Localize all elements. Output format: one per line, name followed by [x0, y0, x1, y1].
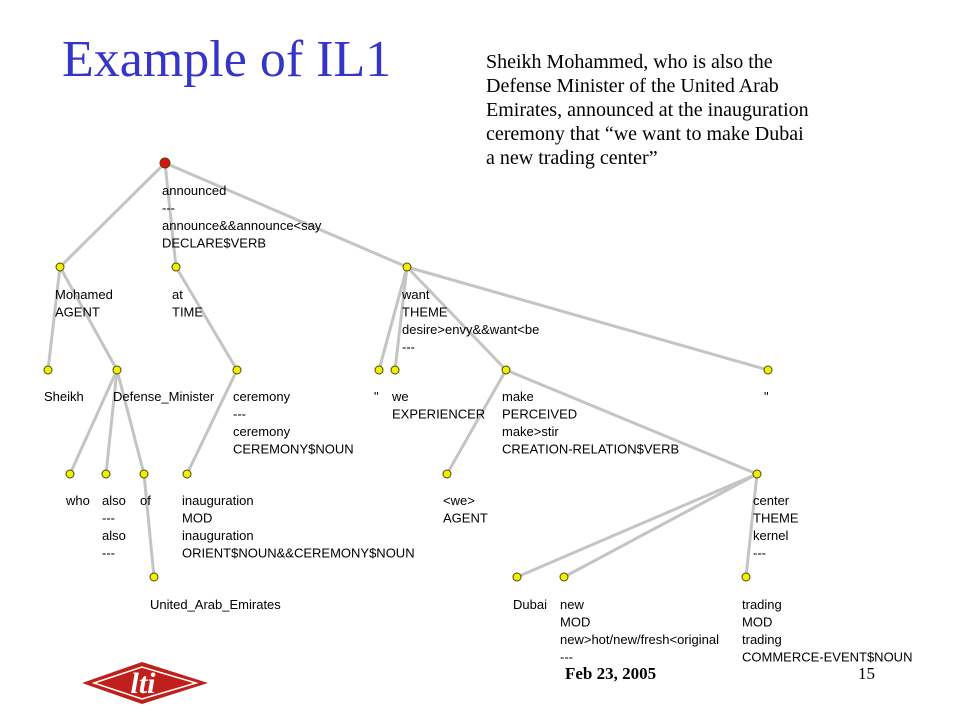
- node-label: [560, 597, 719, 665]
- node-dot[interactable]: [113, 366, 121, 374]
- example-sentence-line: Emirates, announced at the inauguration: [486, 99, 809, 121]
- node-dot[interactable]: [375, 366, 383, 374]
- node-dot[interactable]: [66, 470, 74, 478]
- node-label-line: inauguration: [182, 493, 254, 508]
- node-label-line: AGENT: [443, 510, 488, 526]
- node-dot[interactable]: [150, 573, 158, 581]
- node-label-line: who: [66, 493, 90, 508]
- node-label-line: of: [140, 493, 151, 508]
- tree-node-we-agent[interactable]: [443, 470, 488, 526]
- node-dot[interactable]: [233, 366, 241, 374]
- node-label-line: MOD: [560, 614, 591, 630]
- node-label-line: ---: [162, 200, 175, 216]
- node-dot[interactable]: [753, 470, 761, 478]
- node-label-line: make: [502, 389, 534, 404]
- node-label-line: Sheikh: [44, 389, 84, 404]
- node-label: [65, 493, 90, 508]
- node-label: [140, 493, 151, 508]
- tree-node-sheikh[interactable]: [44, 366, 84, 404]
- tree-edge: [117, 370, 144, 474]
- node-label-line: ceremony: [233, 424, 291, 439]
- node-label: [150, 597, 281, 612]
- node-label-line: announce&&announce<say: [162, 218, 322, 233]
- tree-edge: [506, 370, 757, 474]
- slide-title: Example of IL1: [62, 31, 392, 88]
- node-label-line: Mohamed: [55, 287, 113, 302]
- example-sentence-line: Defense Minister of the United Arab: [486, 75, 779, 97]
- node-dot[interactable]: [502, 366, 510, 374]
- tree-node-defense-minister[interactable]: [113, 366, 215, 404]
- node-label-line: THEME: [753, 510, 799, 526]
- node-label: [102, 493, 126, 561]
- node-label-line: at: [172, 287, 183, 302]
- node-label-line: ORIENT$NOUN&&CEREMONY$NOUN: [182, 545, 415, 561]
- node-label-line: ---: [233, 406, 246, 422]
- node-label: [233, 389, 354, 457]
- node-label: [742, 597, 912, 665]
- tree-edge: [564, 474, 757, 577]
- node-label-line: MOD: [182, 510, 213, 526]
- node-label-line: ---: [102, 510, 115, 526]
- tree-node-quote-close[interactable]: [764, 366, 772, 404]
- node-dot[interactable]: [102, 470, 110, 478]
- node-dot[interactable]: [513, 573, 521, 581]
- node-label-line: Dubai: [513, 597, 547, 612]
- node-label-line: PERCEIVED: [502, 406, 578, 422]
- node-label-line: trading: [742, 597, 782, 612]
- node-label-line: new>hot/new/fresh<original: [560, 632, 719, 647]
- node-dot[interactable]: [403, 263, 411, 271]
- tree-edge: [60, 163, 165, 267]
- node-dot[interactable]: [391, 366, 399, 374]
- example-sentence-line: ceremony that “we want to make Dubai: [486, 123, 804, 145]
- tree-node-also[interactable]: [102, 470, 126, 561]
- tree-node-ceremony[interactable]: [233, 366, 354, 457]
- node-label-line: kernel: [753, 528, 789, 543]
- node-label-line: ceremony: [233, 389, 291, 404]
- root-node-dot[interactable]: [160, 158, 170, 168]
- tree-node-new[interactable]: [560, 573, 719, 665]
- node-label: [391, 389, 485, 422]
- footer-date: Feb 23, 2005: [565, 664, 657, 683]
- node-label-line: MOD: [742, 614, 773, 630]
- node-label-line: ---: [102, 545, 115, 561]
- node-label: [182, 493, 415, 561]
- tree-node-we[interactable]: [391, 366, 485, 422]
- node-dot[interactable]: [44, 366, 52, 374]
- node-dot[interactable]: [443, 470, 451, 478]
- node-label-line: DECLARE$VERB: [162, 235, 267, 251]
- tree-node-center[interactable]: [753, 470, 799, 561]
- node-label-line: center: [753, 493, 790, 508]
- node-label: [764, 389, 769, 404]
- node-label-line: make>stir: [502, 424, 559, 439]
- node-label-line: announced: [162, 183, 227, 198]
- page-number: 15: [858, 664, 875, 683]
- node-label-line: <we>: [443, 493, 475, 508]
- tree-node-quote-open[interactable]: [374, 366, 383, 404]
- logo-text: lti: [130, 667, 156, 700]
- node-label-line: THEME: [402, 304, 448, 320]
- node-label-line: new: [560, 597, 584, 612]
- node-label-line: inauguration: [182, 528, 254, 543]
- node-label: [113, 389, 215, 404]
- tree-node-dubai[interactable]: [513, 573, 547, 612]
- node-label: [753, 493, 799, 561]
- node-label-line: trading: [742, 632, 782, 647]
- node-label: [401, 287, 539, 355]
- tree-node-trading[interactable]: [742, 573, 912, 665]
- tree-edge: [187, 370, 237, 474]
- node-dot[interactable]: [742, 573, 750, 581]
- node-label-line: also: [102, 528, 126, 543]
- example-sentence-line: Sheikh Mohammed, who is also the: [486, 51, 773, 73]
- tree-edge: [517, 474, 757, 577]
- node-label-line: EXPERIENCER: [392, 406, 486, 422]
- node-label-line: COMMERCE-EVENT$NOUN: [742, 649, 913, 665]
- node-label-line: desire>envy&&want<be: [402, 322, 540, 337]
- node-label-line: ---: [560, 649, 573, 665]
- node-label-line: CEREMONY$NOUN: [233, 441, 354, 457]
- tree-edge: [165, 163, 407, 267]
- tree-edge: [144, 474, 154, 577]
- node-label-line: AGENT: [55, 304, 100, 320]
- node-label-line: ": [764, 389, 769, 404]
- lti-logo: [80, 660, 210, 706]
- node-label: [502, 389, 679, 457]
- tree-node-want[interactable]: [401, 263, 539, 355]
- example-sentence-line: a new trading center”: [486, 147, 658, 169]
- node-label-line: also: [102, 493, 126, 508]
- node-dot[interactable]: [172, 263, 180, 271]
- node-label-line: ---: [402, 339, 415, 355]
- tree-edges: [48, 163, 768, 577]
- node-dot[interactable]: [140, 470, 148, 478]
- node-label: [443, 493, 488, 526]
- tree-node-who[interactable]: [65, 470, 90, 508]
- node-dot[interactable]: [183, 470, 191, 478]
- node-label: [55, 287, 113, 320]
- node-label: [44, 389, 84, 404]
- tree-edge: [746, 474, 757, 577]
- node-dot[interactable]: [56, 263, 64, 271]
- tree-node-inauguration[interactable]: [182, 470, 415, 561]
- tree-nodes: [44, 158, 912, 665]
- node-label-line: we: [392, 389, 409, 404]
- node-dot[interactable]: [764, 366, 772, 374]
- node-label-line: want: [402, 287, 430, 302]
- node-label-line: CREATION-RELATION$VERB: [502, 441, 680, 457]
- node-label: [162, 183, 322, 251]
- node-label-line: TIME: [172, 304, 204, 320]
- node-label: [374, 389, 379, 404]
- node-dot[interactable]: [560, 573, 568, 581]
- tree-node-at[interactable]: [172, 263, 203, 320]
- node-label: [513, 597, 547, 612]
- node-label-line: United_Arab_Emirates: [150, 597, 281, 612]
- tree-edge: [70, 370, 117, 474]
- node-label-line: ": [374, 389, 379, 404]
- tree-edge: [407, 267, 768, 370]
- tree-edge: [447, 370, 506, 474]
- node-label-line: ---: [753, 545, 766, 561]
- tree-node-united-arab-emirates[interactable]: [150, 573, 281, 612]
- node-label-line: Defense_Minister: [113, 389, 215, 404]
